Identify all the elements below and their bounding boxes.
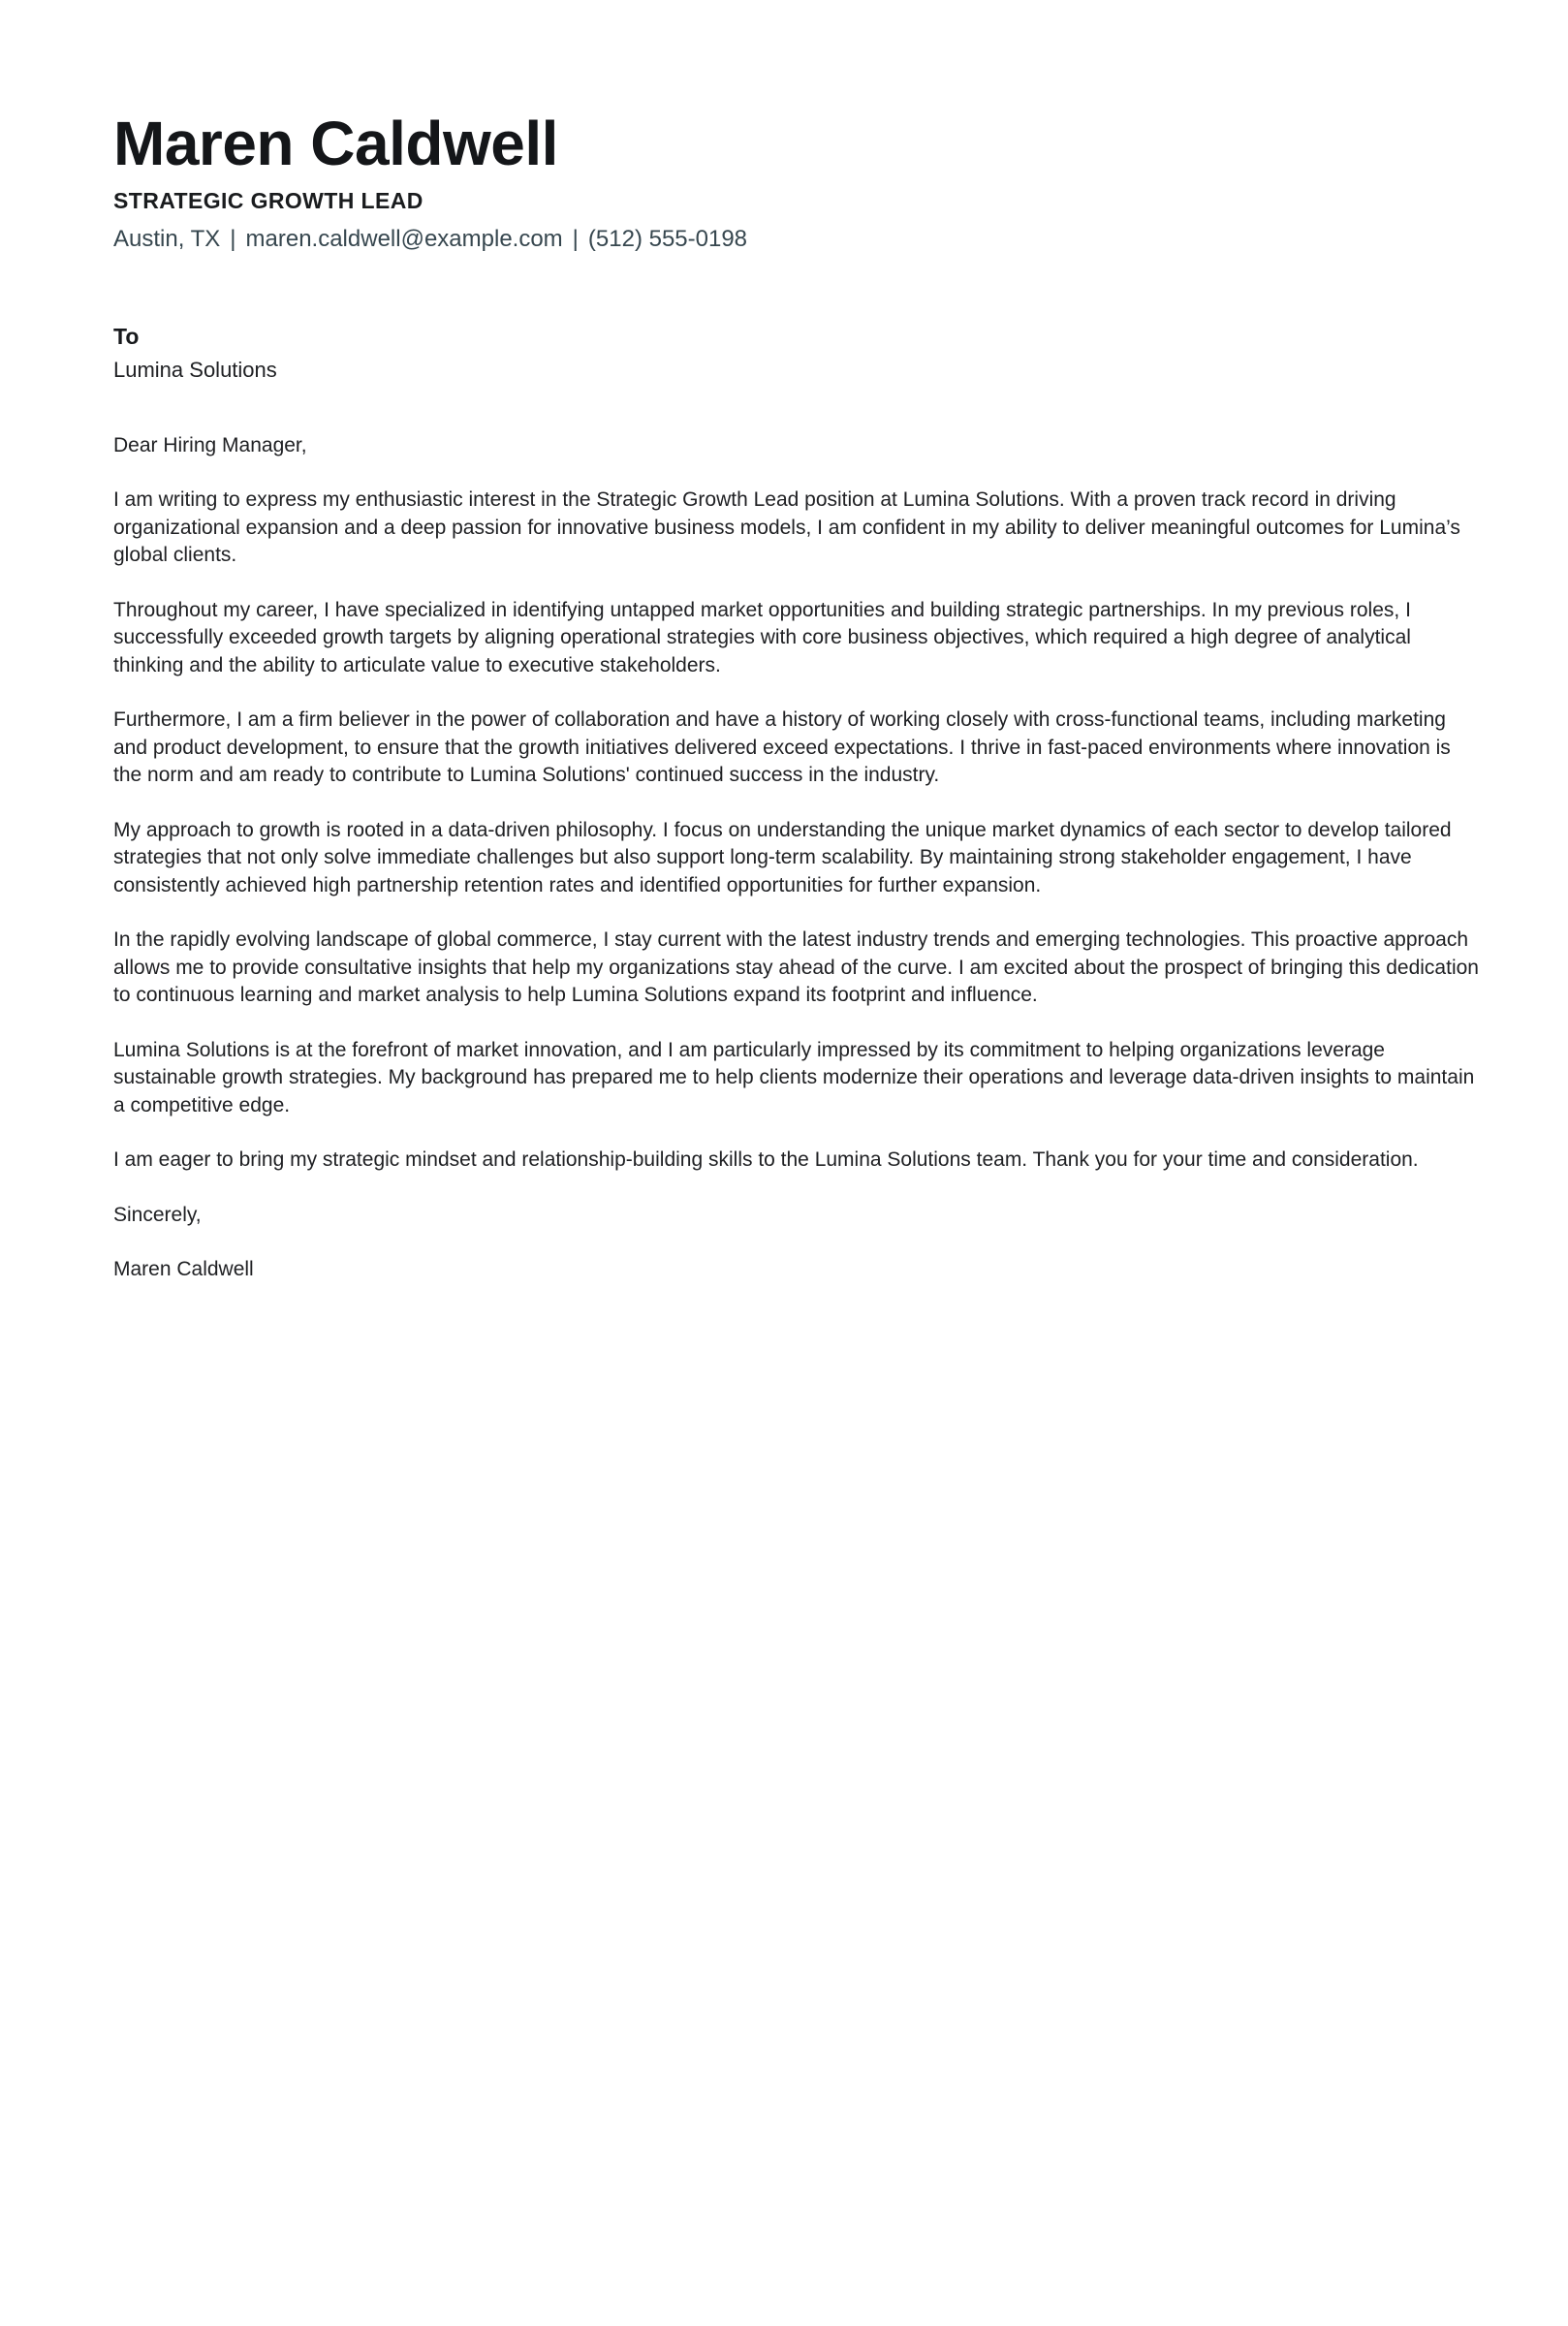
salutation: Dear Hiring Manager,: [113, 433, 307, 456]
letter-paragraph: Throughout my career, I have specialized in identifying untapped market opportunities and building strategic partnerships. In my previous roles, I successfully exceeded growth targets by aligning operational strategies with core business objectives, which required a high degree of analytical thinking and the ability to articulate value to executive stakeholders.: [113, 598, 1411, 676]
letter-paragraph: My approach to growth is rooted in a data-driven philosophy. I focus on understanding the unique market dynamics of each sector to develop tailored strategies that not only solve immediate challenges but also support long-term scalability. By maintaining strong stakeholder engagement, I have consistently achieved high partnership retention rates and identified opportunities for further expansion.: [113, 818, 1452, 896]
closing: Sincerely,: [113, 1203, 202, 1226]
contact-line: [113, 224, 1483, 254]
recipient-label: To: [113, 324, 140, 350]
contact-location: Austin, TX: [113, 226, 221, 253]
document-header: [113, 109, 1483, 254]
letter-paragraph: Furthermore, I am a firm believer in the power of collaboration and have a history of working closely with cross-functional teams, including marketing and product development, to ensure that the growth initiatives delivered exceed expectations. I thrive in fast-paced environments where innovation is the norm and am ready to contribute to Lumina Solutions' continued success in the industry.: [113, 708, 1451, 787]
letter-paragraph: I am writing to express my enthusiastic interest in the Strategic Growth Lead position at Lumina Solutions. With a proven track record in driving organizational expansion and a deep passion for innovative business models, I am confident in my ability to deliver meaningful outcomes for Lumina’s global clients.: [113, 488, 1460, 567]
recipient-block: [113, 324, 1483, 384]
recipient-company: Lumina Solutions: [113, 357, 277, 382]
contact-phone: (512) 555-0198: [587, 226, 748, 253]
letter-paragraph: Lumina Solutions is at the forefront of market innovation, and I am particularly impressed by its commitment to helping organizations leverage sustainable growth strategies. My background has prepared me to help clients modernize their operations and leverage data-driven insights to maintain a competitive edge.: [113, 1038, 1475, 1116]
letter-paragraph: I am eager to bring my strategic mindset and relationship-building skills to the Lumina Solutions team. Thank you for your time and consideration.: [113, 1148, 1419, 1172]
candidate-role: STRATEGIC GROWTH LEAD: [113, 187, 423, 213]
letter-body: [113, 432, 1483, 1284]
contact-email: maren.caldwell@example.com: [245, 226, 563, 253]
letter-paragraph: In the rapidly evolving landscape of global commerce, I stay current with the latest industry trends and emerging technologies. This proactive approach allows me to provide consultative insights that help my organizations stay ahead of the curve. I am excited about the prospect of bringing this dedication to continuous learning and market analysis to help Lumina Solutions expand its footprint and influence.: [113, 928, 1479, 1007]
contact-separator: |: [572, 226, 579, 253]
cover-letter-page: [0, 109, 1568, 2326]
contact-separator: |: [230, 226, 236, 253]
candidate-name: Maren Caldwell: [113, 109, 558, 178]
signature: Maren Caldwell: [113, 1258, 254, 1281]
